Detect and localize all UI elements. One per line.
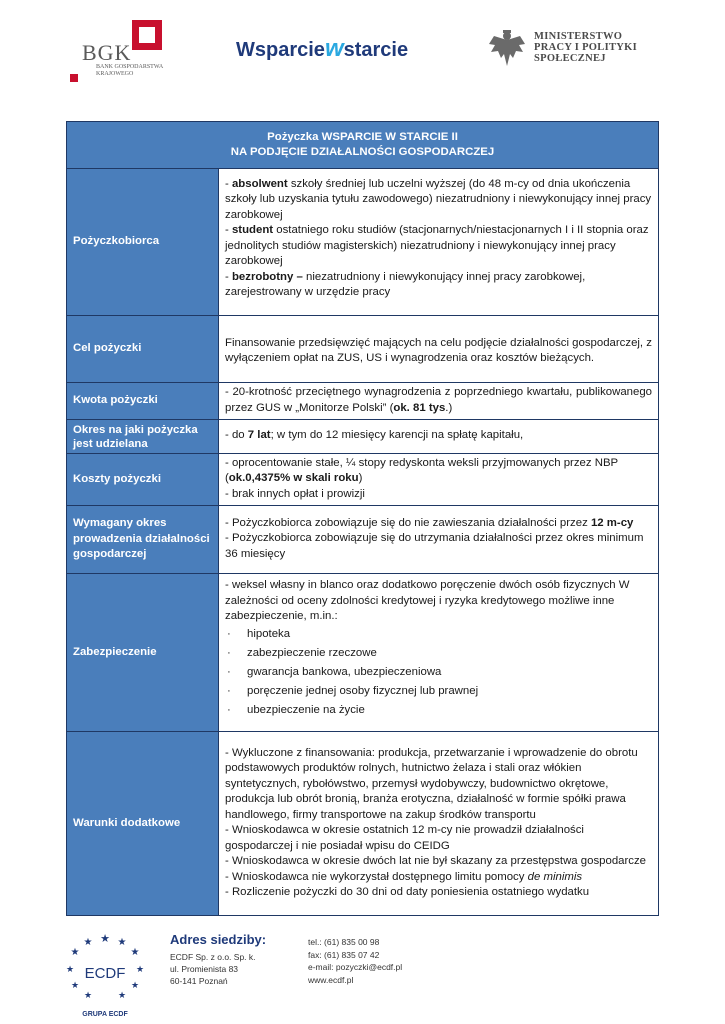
- amount-tail: .): [445, 401, 453, 414]
- loan-info-table: [66, 121, 659, 916]
- required-line-2: - Pożyczkobiorca zobowiązuje się do utrzymania działalności przez okres minimum 36 miesięcy: [225, 532, 644, 560]
- ecdf-logo: [60, 930, 150, 1020]
- list-item: [225, 682, 652, 701]
- table-title: [67, 122, 659, 169]
- row-value: Finansowanie przedsięwzięć mających na celu podjęcie działalności gospodarczej, z wyłączeniem opłat na ZUS, US i wynagrodzenia oraz kosztów bieżących.: [219, 316, 659, 383]
- costs-line-2: - brak innych opłat i prowizji: [225, 487, 365, 500]
- row-value: [219, 506, 659, 574]
- row-label: Cel pożyczki: [67, 316, 219, 383]
- bullet-icon: ·: [227, 646, 231, 659]
- svg-text:★: ★: [65, 964, 75, 974]
- bgk-logo-dot: [70, 74, 78, 82]
- security-list: [225, 625, 652, 720]
- table-row-period: [67, 420, 659, 454]
- ecdf-wordmark: ECDF: [84, 965, 126, 982]
- row-value: [219, 574, 659, 732]
- contact-phone: tel.: (61) 835 00 98: [308, 937, 380, 947]
- list-item-text: poręczenie jednej osoby fizycznej lub prawnej: [247, 684, 479, 697]
- list-item: [225, 701, 652, 720]
- logo-w-mark: w: [324, 35, 344, 62]
- ministry-line-3: SPOŁECZNEJ: [534, 53, 606, 64]
- list-item: [225, 663, 652, 682]
- list-item: [225, 625, 652, 644]
- table-row-purpose: [67, 316, 659, 383]
- svg-text:★: ★: [117, 937, 127, 948]
- svg-text:★: ★: [70, 947, 80, 958]
- row-label: Kwota pożyczki: [67, 383, 219, 420]
- bullet-icon: ·: [227, 665, 231, 678]
- row-label: Okres na jaki pożyczka jest udzielana: [67, 420, 219, 454]
- borrower-item-student: - student ostatniego roku studiów (stacjonarnych/niestacjonarnych I i II stopnia oraz jednolitych studiów magisterskich) niezatrudniony i niewykonujący innej pracy zarobkowej: [225, 224, 649, 267]
- extra-line-1: - Wykluczone z finansowania: produkcja, przetwarzanie i wprowadzenie do obrotu podstawowych produktów rolnych, hutnictwo żelaza i stali oraz włókien syntetycznych, rybołówstwo, przemysł wydobywczy, budownictwo okrętowe, produkcja lub obrót bronią, branża erotyczna, działalność w formie spółki prawa handlowego, firmy transportowe na zakup środków transportu: [225, 746, 638, 821]
- list-item-text: hipoteka: [247, 627, 291, 640]
- logo-word-1: Wsparcie: [236, 39, 325, 61]
- row-value: [219, 732, 659, 916]
- svg-text:★: ★: [135, 964, 145, 974]
- list-item-text: gwarancja bankowa, ubezpieczeniowa: [247, 665, 442, 678]
- wsparcie-w-starcie-logo: [236, 35, 408, 63]
- borrower-item-graduate: - absolwent szkoły średniej lub uczelni wyższej (do 48 m-cy od dnia ukończenia szkoły lub uzyskania tytułu zawodowego) niezatrudniony i niewykonujący innej pracy zarobkowej: [225, 177, 652, 221]
- row-label: Zabezpieczenie: [67, 574, 219, 732]
- borrower-item-unemployed: - bezrobotny – niezatrudniony i niewykonujący innej pracy zarobkowej, zarejestrowany w urzędzie pracy: [225, 270, 586, 298]
- costs-line-1: [225, 456, 652, 487]
- contact-fax: fax: (61) 835 07 42: [308, 949, 380, 960]
- table-row-amount: [67, 383, 659, 420]
- svg-text:★: ★: [130, 980, 140, 990]
- item-text: niezatrudniony i niewykonujący innej pracy zarobkowej, zarejestrowany w urzędzie pracy: [225, 270, 586, 298]
- row-value: [219, 169, 659, 316]
- ministry-logo: [486, 28, 666, 73]
- table-row-costs: [67, 454, 659, 506]
- row-label: Warunki dodatkowe: [67, 732, 219, 916]
- row-value: [219, 383, 659, 420]
- contact-email[interactable]: e-mail: pozyczki@ecdf.pl: [308, 962, 403, 972]
- title-line-2: NA PODJĘCIE DZIAŁALNOŚCI GOSPODARCZEJ: [230, 146, 495, 158]
- row-label: Pożyczkobiorca: [67, 169, 219, 316]
- page-footer: [0, 925, 725, 1024]
- address-line-2: ul. Promienista 83: [170, 964, 239, 974]
- costs-bold: ok.0,4375% w skali roku: [228, 472, 359, 485]
- eagle-emblem-icon: [486, 28, 528, 70]
- ecdf-group-label: GRUPA ECDF: [82, 1011, 128, 1018]
- ministry-name: [534, 31, 637, 64]
- address-title: Adres siedziby:: [170, 932, 267, 947]
- amount-bold: ok. 81 tys: [393, 401, 446, 414]
- period-post: ; w tym do 12 miesięcy karencji na spłatę kapitału,: [270, 429, 524, 442]
- list-item: [225, 644, 652, 663]
- table-row-borrower: [67, 169, 659, 316]
- table-title-row: [67, 122, 659, 169]
- bgk-logo: [70, 20, 170, 82]
- row-value: [219, 454, 659, 506]
- bold-term: absolwent: [231, 177, 288, 190]
- item-text: szkoły średniej lub uczelni wyższej (do 48 m-cy od dnia ukończenia szkoły lub uzyskania tytułu zawodowego) niezatrudniony i niewykonujący innej pracy zarobkowej: [225, 177, 652, 221]
- page-header: [0, 0, 725, 110]
- required-line-1: [225, 516, 652, 532]
- table-row-required-period: [67, 506, 659, 574]
- extra-line-4: [225, 870, 652, 886]
- extra-line-2: - Wnioskodawca w okresie ostatnich 12 m-cy nie prowadził działalności gospodarczej i nie posiadał wpisu do CEIDG: [225, 824, 584, 852]
- bgk-logo-text: BGK: [82, 40, 132, 65]
- bullet-icon: ·: [227, 684, 231, 697]
- extra-italic: de minimis: [527, 870, 583, 883]
- extra-line-3: - Wnioskodawca w okresie dwóch lat nie był skazany za przestępstwa gospodarcze: [225, 855, 647, 867]
- logo-word-2: starcie: [343, 39, 409, 61]
- required-bold: 12 m-cy: [590, 516, 634, 529]
- row-label: Koszty pożyczki: [67, 454, 219, 506]
- costs-tail: ): [358, 472, 363, 485]
- svg-text:★: ★: [83, 937, 93, 948]
- costs-text: - oprocentowanie stałe, ¼ stopy redyskonta weksli przyjmowanych przez NBP (: [225, 456, 618, 485]
- list-item-text: zabezpieczenie rzeczowe: [247, 646, 377, 659]
- bullet-icon: ·: [227, 703, 231, 716]
- svg-text:★: ★: [100, 933, 110, 945]
- row-value: [219, 420, 659, 454]
- address-block: [170, 951, 256, 987]
- security-intro: - weksel własny in blanco oraz dodatkowo poręczenie dwóch osób fizycznych W zależności od oceny zdolności kredytowej i ryzyka kredytowego możliwe inne zabezpieczenie, m.in.:: [225, 579, 630, 623]
- svg-text:★: ★: [70, 980, 80, 990]
- extra-line-5: - Rozliczenie pożyczki do 30 dni od daty poniesienia ostatniego wydatku: [225, 886, 590, 898]
- bullet-icon: ·: [227, 627, 231, 640]
- row-label: Wymagany okres prowadzenia działalności gospodarczej: [67, 506, 219, 574]
- contact-website[interactable]: www.ecdf.pl: [308, 974, 354, 985]
- item-text: ostatniego roku studiów (stacjonarnych/niestacjonarnych I i II stopnia oraz jednolitych studiów magisterskich) niezatrudniony i niewykonujący innej pracy zarobkowej: [225, 224, 649, 267]
- bgk-logo-mark: [132, 20, 162, 50]
- required-text: - Pożyczkobiorca zobowiązuje się do nie zawieszania działalności przez: [225, 516, 591, 529]
- svg-text:★: ★: [117, 990, 127, 1000]
- bgk-logo-subtitle: BANK GOSPODARSTWA KRAJOWEGO: [96, 64, 163, 77]
- ministry-line-2: PRACY I POLITYKI: [534, 42, 638, 53]
- bold-term: bezrobotny –: [231, 270, 303, 283]
- table-row-security: [67, 574, 659, 732]
- table-row-extra-conditions: [67, 732, 659, 916]
- amount-text: - 20-krotność przeciętnego wynagrodzenia z poprzedniego kwartału, publikowanego przez GUS w „Monitorze Polski” (: [225, 386, 652, 414]
- address-line-1: ECDF Sp. z o.o. Sp. k.: [170, 952, 256, 962]
- svg-text:★: ★: [83, 990, 93, 1000]
- ministry-line-1: MINISTERSTWO: [534, 31, 623, 42]
- address-line-3: 60-141 Poznań: [170, 976, 228, 986]
- bold-term: student: [231, 224, 274, 236]
- svg-text:★: ★: [130, 947, 140, 958]
- period-bold: 7 lat: [247, 429, 271, 442]
- extra-text: - Wnioskodawca nie wykorzystał dostępnego limitu pomocy: [225, 870, 528, 883]
- list-item-text: ubezpieczenie na życie: [247, 703, 365, 716]
- title-line-1: Pożyczka WSPARCIE W STARCIE II: [267, 130, 458, 143]
- contact-block: [308, 936, 402, 986]
- period-pre: - do: [225, 429, 248, 442]
